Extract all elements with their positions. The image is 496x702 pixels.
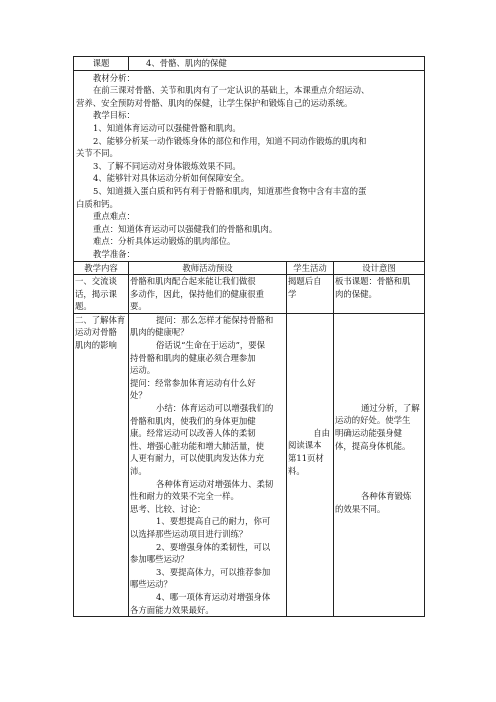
text-line: 料。	[288, 465, 305, 476]
text-line: 学	[288, 288, 297, 299]
text-line: 肌肉的健康呢？	[130, 327, 189, 338]
intro-section	[74, 70, 425, 261]
text-line: 沛。	[130, 466, 147, 476]
text-line: 各方面能力效果最好。	[130, 604, 214, 615]
intro-line: 营养、安全预防对骨骼、肌肉的保健，让学生保护和锻炼自己的运动系统。	[76, 97, 353, 108]
text-line: 2、要增强身体的柔韧性，可以	[156, 541, 271, 552]
row1-intent	[334, 275, 425, 314]
spacer	[288, 314, 332, 427]
col-header-teacher: 教师活动预设	[129, 261, 287, 275]
text-line: 第11页材	[288, 453, 324, 464]
spacer	[335, 314, 423, 402]
text-line: 运动。	[130, 365, 156, 376]
title-label: 课题	[74, 57, 129, 71]
text-line: 骨骼和肌肉，使我们的身体更加健	[130, 415, 256, 426]
text-line: 体，提高身体机能。	[335, 440, 411, 451]
text-line: 的效果不同。	[335, 503, 386, 514]
intro-line: 重点：知道体育运动可以强健我们的骨骼和肌肉。	[93, 223, 278, 234]
row1-student	[287, 275, 334, 314]
text-line: 自由	[313, 427, 330, 438]
intro-line: 3、了解不同运动对身体锻炼效果不同。	[93, 160, 241, 171]
text-line: 运动的好处。使学生	[335, 415, 411, 426]
text-line: 话，揭示课	[75, 288, 117, 299]
intro-line: 4、能够针对具体运动分析如何保障安全。	[93, 173, 250, 184]
text-line: 参加哪些运动？	[130, 554, 189, 565]
text-line: 俗话说“生命在于运动”，要保	[156, 340, 266, 351]
text-line: 骨骼和肌肉配合起来能让我们做很	[130, 276, 256, 287]
spacer	[335, 452, 423, 490]
row1-content	[74, 275, 129, 314]
text-line: 小结：体育运动可以增强我们的	[156, 403, 274, 414]
intro-line: 2、能够分析某一动作锻炼身体的部位和作用，知道不同动作锻炼的肌肉和	[93, 135, 367, 146]
text-line: 各种体育运动对增强体力、柔韧	[156, 478, 274, 489]
col-header-content: 教学内容	[74, 261, 129, 275]
text-line: 一、交流谈	[75, 276, 117, 287]
row2-intent	[334, 313, 425, 616]
teacher-lines	[130, 314, 285, 616]
text-line: 4、哪一项体育运动对增强身体	[156, 591, 271, 602]
text-line: 板书课题：骨骼和肌	[335, 276, 411, 287]
intro-line: 白质和钙。	[76, 198, 118, 209]
text-line: 3、要提高体力，可以推荐参加	[156, 566, 271, 577]
text-line: 二、了解体育	[75, 314, 126, 325]
lesson-plan	[73, 56, 424, 617]
text-line: 题。	[75, 301, 92, 312]
text-line: 性和耐力的效果不完全一样。	[130, 491, 239, 502]
row2-content	[74, 313, 129, 616]
intro-line: 教学目标：	[93, 110, 135, 121]
text-line: 阅读课本	[288, 440, 322, 451]
title-row	[74, 57, 425, 71]
text-line: 性、增强心脏功能和增大肺活量，使	[130, 440, 264, 451]
text-line: 持骨骼和肌肉的健康必须合理参加	[130, 352, 256, 363]
lesson-title: 4、骨骼、肌肉的保健	[129, 57, 425, 71]
header-row	[74, 261, 425, 275]
text-line: 思考、比较、讨论：	[130, 503, 206, 514]
intro-line: 教学准备：	[93, 248, 135, 259]
lesson-table	[73, 56, 425, 617]
text-line: 人更有耐力，可以使肌肉发达体力充	[130, 453, 264, 464]
intro-line: 重点难点：	[93, 211, 135, 222]
intro-line: 5、知道摄入蛋白质和钙有利于骨骼和肌肉，知道那些食物中含有丰富的蛋	[93, 185, 367, 196]
text-line: 肉的保健。	[335, 288, 377, 299]
col-header-student: 学生活动	[287, 261, 334, 275]
intro-line: 关节不同。	[76, 148, 118, 159]
text-line: 揭题后自	[288, 276, 322, 287]
row1-teacher	[129, 275, 287, 314]
text-line: 处？	[130, 390, 147, 401]
text-line: 康。经常运动可以改善人体的柔韧	[130, 428, 256, 439]
text-line: 各种体育锻炼	[361, 491, 412, 502]
intro-line: 教材分析：	[93, 72, 135, 83]
text-line: 要。	[130, 301, 147, 312]
text-line: 多动作，因此，保持他们的健康很重	[130, 288, 264, 299]
intro-row	[74, 70, 425, 261]
intro-line: 在前三课对骨骼、关节和肌肉有了一定认识的基础上，本课重点介绍运动、	[93, 85, 370, 96]
intro-lines	[76, 72, 422, 261]
text-line: 明确运动能强身健	[335, 428, 402, 439]
text-line: 运动对骨骼	[75, 327, 117, 338]
table-row	[74, 275, 425, 314]
text-line: 1、要想提高自己的耐力，你可	[156, 516, 271, 527]
intro-line: 1、知道体育运动可以强健骨骼和肌肉。	[93, 122, 241, 133]
text-line: 肌肉的影响	[75, 340, 117, 351]
row2-teacher	[129, 313, 287, 616]
row2-student	[287, 313, 334, 616]
intro-line: 难点：分析具体运动锻炼的肌肉部位。	[93, 236, 236, 247]
col-header-intent: 设计意图	[334, 261, 425, 275]
text-line: 哪些运动？	[130, 579, 172, 590]
text-line: 提问：经常参加体育运动有什么好	[130, 377, 256, 388]
text-line: 以选择那些运动项目进行训练？	[130, 528, 248, 539]
text-line: 通过分析，了解	[361, 402, 420, 413]
table-row	[74, 313, 425, 616]
text-line: 提问：那么怎样才能保持骨骼和	[156, 314, 274, 325]
